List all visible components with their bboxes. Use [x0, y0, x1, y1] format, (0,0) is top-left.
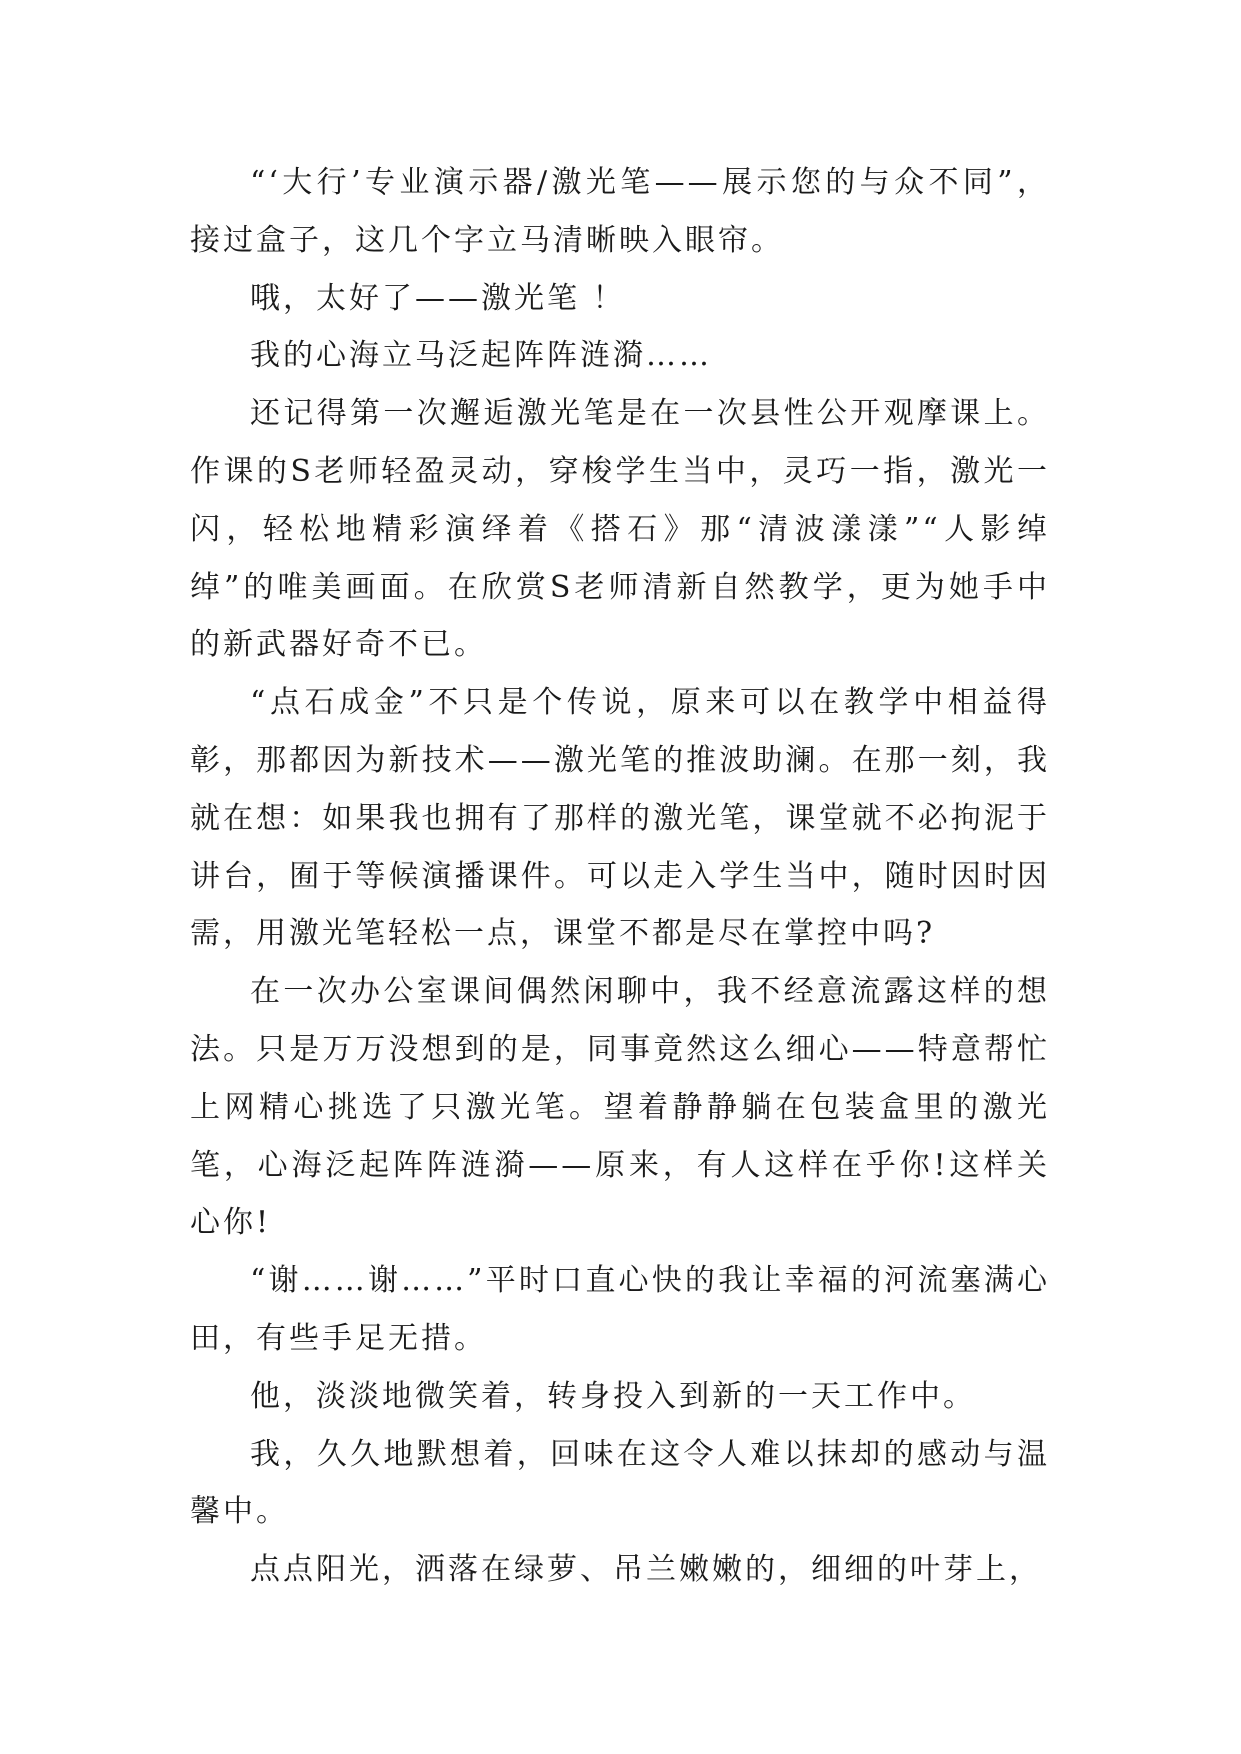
paragraph: 点点阳光，洒落在绿萝、吊兰嫩嫩的，细细的叶芽上，: [250, 1552, 1042, 1588]
paragraph: 还记得第一次邂逅激光笔是在一次县性公开观摩课上。作课的S老师轻盈灵动，穿梭学生当中，灵巧一指，激光一闪，轻松地精彩演绎着《搭石》那“清波漾漾”“人影绰绰”的唯美画面。在欣赏S老师清新自然教学，更为她手中的新武器好奇不已。: [190, 396, 1050, 663]
paragraph: “谢……谢……”平时口直心快的我让幸福的河流塞满心田，有些手足无措。: [190, 1263, 1050, 1356]
document-body: [190, 154, 1050, 1599]
paragraph: 哦，太好了——激光笔 ！: [250, 280, 626, 316]
paragraph: 在一次办公室课间偶然闲聊中，我不经意流露这样的想法。只是万万没想到的是，同事竟然这么细心——特意帮忙上网精心挑选了只激光笔。望着静静躺在包装盒里的激光笔，心海泛起阵阵涟漪——原来，有人这样在乎你!这样关心你!: [190, 974, 1050, 1241]
paragraph: “点石成金”不只是个传说，原来可以在教学中相益得彰，那都因为新技术——激光笔的推波助澜。在那一刻，我就在想：如果我也拥有了那样的激光笔，课堂就不必拘泥于讲台，囿于等候演播课件。可以走入学生当中，随时因时因需，用激光笔轻松一点，课堂不都是尽在掌控中吗?: [190, 685, 1050, 952]
paragraph: “‘大行’专业演示器/激光笔——展示您的与众不同”，接过盒子，这几个字立马清晰映入眼帘。: [190, 165, 1050, 258]
paragraph: 我，久久地默想着，回味在这令人难以抹却的感动与温馨中。: [190, 1436, 1050, 1530]
paragraph: 我的心海立马泛起阵阵涟漪……: [250, 338, 712, 374]
paragraph: 他，淡淡地微笑着，转身投入到新的一天工作中。: [250, 1378, 976, 1414]
